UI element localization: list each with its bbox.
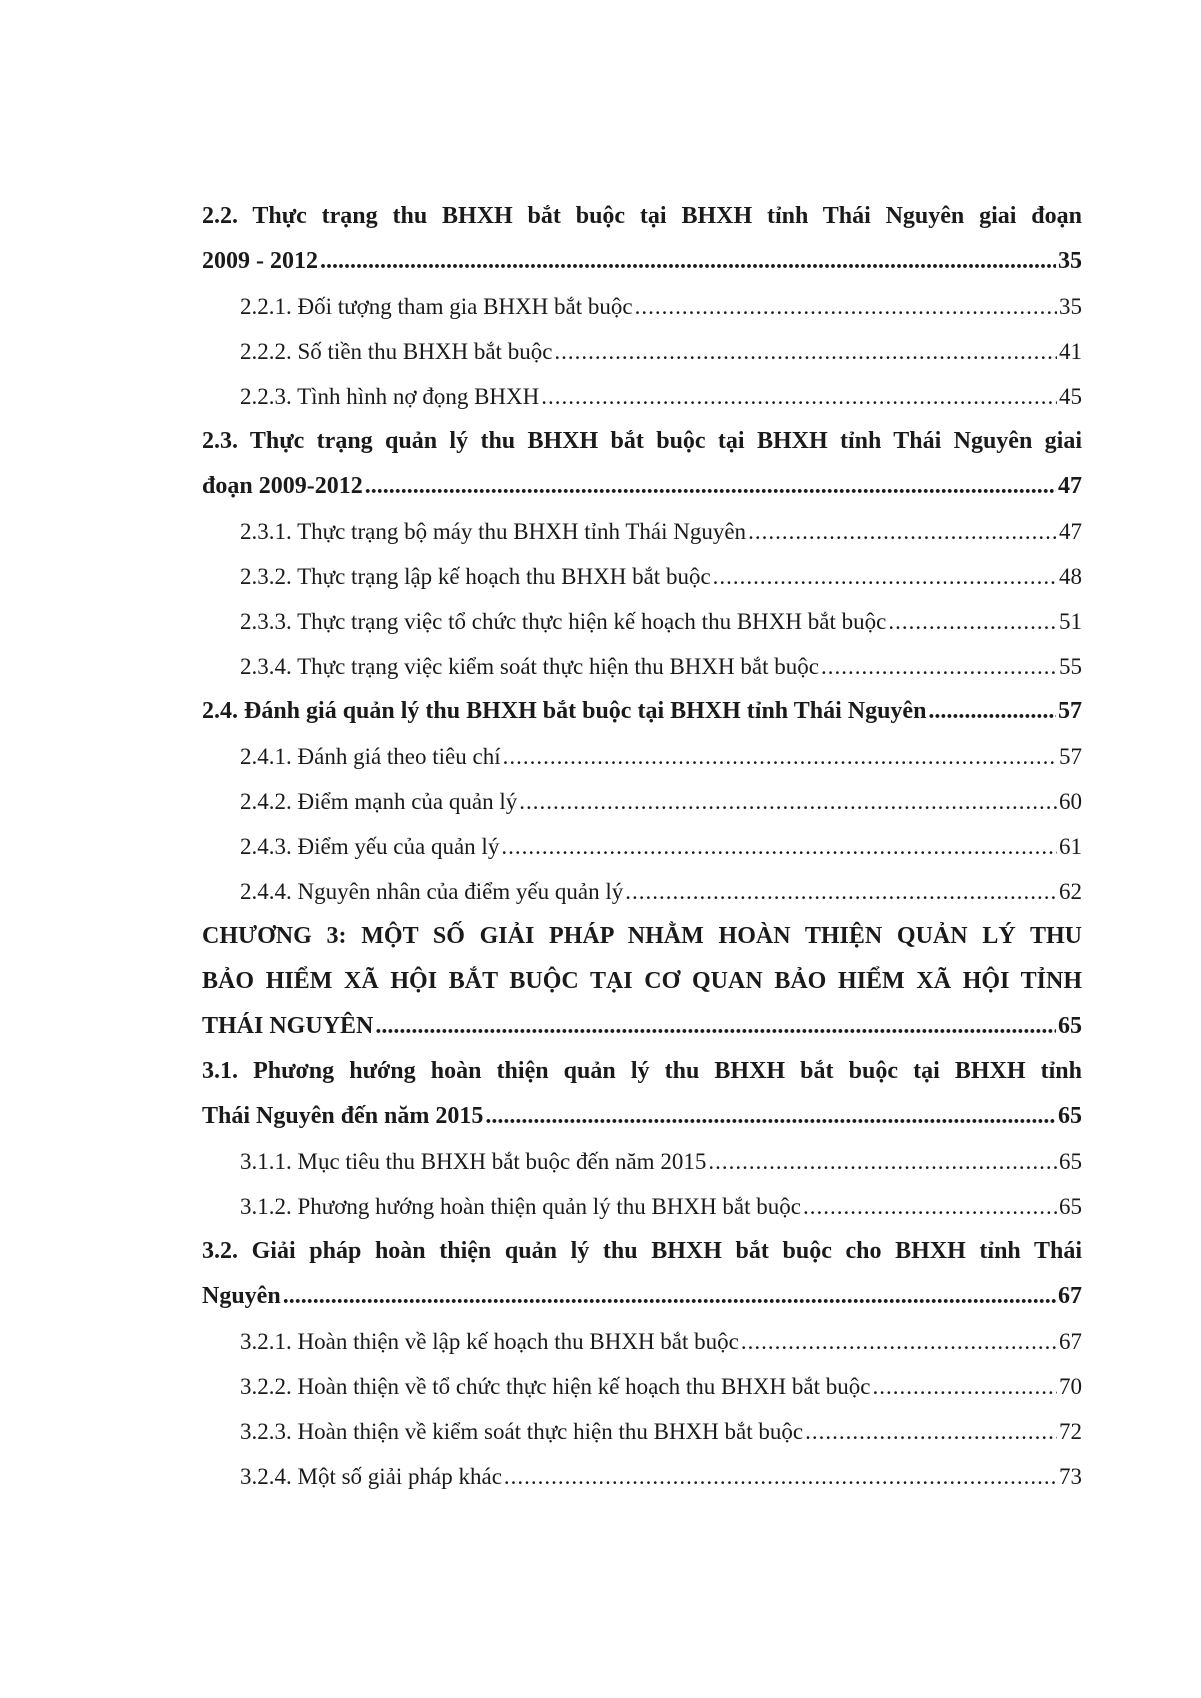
toc-entry-2-3-2[interactable] [202, 554, 1082, 599]
toc-dot-leader [365, 464, 1056, 509]
toc-entry-2-4-2[interactable] [202, 779, 1082, 824]
toc-heading-2-3[interactable] [202, 464, 1082, 509]
toc-heading-3-1[interactable] [202, 1094, 1082, 1139]
toc-entry-2-2-1[interactable] [202, 284, 1082, 329]
toc-entry-2-3-3[interactable] [202, 599, 1082, 644]
toc-entry-2-3-1[interactable] [202, 509, 1082, 554]
toc-page-number: 67 [1059, 1329, 1082, 1354]
toc-entry-3-2-3[interactable] [202, 1409, 1082, 1454]
toc-entry-text: 2.4.3. Điểm yếu của quản lý [240, 834, 500, 859]
toc-dot-leader [872, 1364, 1057, 1409]
toc-dot-leader [485, 1094, 1056, 1139]
toc-heading-2-3-line1[interactable]: 2.3. Thực trạng quản lý thu BHXH bắt buộc tại BHXH tỉnh Thái Nguyên giai [202, 428, 1082, 454]
toc-page-number: 41 [1059, 339, 1082, 364]
toc-entry-text: 2.3.1. Thực trạng bộ máy thu BHXH tỉnh Thái Nguyên [240, 519, 747, 544]
toc-heading-3-2[interactable] [202, 1274, 1082, 1319]
toc-heading-2-4[interactable] [202, 689, 1082, 734]
toc-page-number: 55 [1059, 654, 1082, 679]
toc-entry-2-2-3[interactable] [202, 374, 1082, 419]
toc-entry-text: 3.2.1. Hoàn thiện về lập kế hoạch thu BHXH bắt buộc [240, 1329, 739, 1354]
toc-chapter-3-line2[interactable]: BẢO HIỂM XÃ HỘI BẮT BUỘC TẠI CƠ QUAN BẢO HIỂM XÃ HỘI TỈNH [202, 968, 1082, 994]
toc-page-number: 60 [1059, 789, 1082, 814]
toc-dot-leader [625, 869, 1057, 914]
toc-entry-text: 2.4.4. Nguyên nhân của điểm yếu quản lý [240, 879, 624, 904]
toc-entry-2-4-3[interactable] [202, 824, 1082, 869]
toc-entry-text: 2.4.2. Điểm mạnh của quản lý [240, 789, 518, 814]
toc-entry-3-2-1[interactable] [202, 1319, 1082, 1364]
toc-heading-2-2[interactable] [202, 239, 1082, 284]
toc-entry-text: 2.3.4. Thực trạng việc kiểm soát thực hiện thu BHXH bắt buộc [240, 654, 819, 679]
toc-page-number: 65 [1058, 1103, 1082, 1129]
toc-page-number: 70 [1059, 1374, 1082, 1399]
toc-entry-2-3-4[interactable] [202, 644, 1082, 689]
toc-entry-text: 2.2.1. Đối tượng tham gia BHXH bắt buộc [240, 294, 633, 319]
toc-dot-leader [713, 554, 1057, 599]
toc-dot-leader [928, 689, 1056, 734]
toc-heading-text: Nguyên [202, 1283, 281, 1309]
toc-entry-2-2-2[interactable] [202, 329, 1082, 374]
toc-heading-text: 2009 - 2012 [202, 248, 318, 274]
toc-page-number: 35 [1058, 248, 1082, 274]
toc-dot-leader [504, 1454, 1057, 1499]
toc-page-number: 35 [1059, 294, 1082, 319]
toc-entry-text: 3.2.2. Hoàn thiện về tổ chức thực hiện kế hoạch thu BHXH bắt buộc [240, 1374, 871, 1399]
toc-entry-text: 3.1.2. Phương hướng hoàn thiện quản lý thu BHXH bắt buộc [240, 1194, 801, 1219]
toc-entry-2-4-1[interactable] [202, 734, 1082, 779]
toc-entry-2-4-4[interactable] [202, 869, 1082, 914]
toc-dot-leader [803, 1184, 1057, 1229]
toc-dot-leader [888, 599, 1057, 644]
toc-entry-3-2-4[interactable] [202, 1454, 1082, 1499]
toc-page-number: 61 [1059, 834, 1082, 859]
toc-chapter-3[interactable] [202, 1004, 1082, 1049]
toc-page-number: 57 [1058, 698, 1082, 724]
toc-page-number: 65 [1058, 1013, 1082, 1039]
toc-page-number: 47 [1058, 473, 1082, 499]
toc-page-number: 48 [1059, 564, 1082, 589]
toc-entry-text: 3.2.3. Hoàn thiện về kiểm soát thực hiện thu BHXH bắt buộc [240, 1419, 804, 1444]
toc-heading-text: THÁI NGUYÊN [202, 1013, 374, 1039]
toc-heading-text: đoạn 2009-2012 [202, 473, 363, 499]
toc-entry-3-1-1[interactable] [202, 1139, 1082, 1184]
toc-dot-leader [554, 329, 1057, 374]
toc-entry-3-2-2[interactable] [202, 1364, 1082, 1409]
toc-entry-text: 2.2.3. Tình hình nợ đọng BHXH [240, 384, 540, 409]
toc-page-number: 57 [1059, 744, 1082, 769]
toc-page-number: 65 [1059, 1149, 1082, 1174]
toc-entry-3-1-2[interactable] [202, 1184, 1082, 1229]
toc-entry-text: 2.2.2. Số tiền thu BHXH bắt buộc [240, 339, 553, 364]
toc-heading-2-2-line1[interactable]: 2.2. Thực trạng thu BHXH bắt buộc tại BHXH tỉnh Thái Nguyên giai đoạn [202, 203, 1082, 229]
toc-entry-text: 2.3.2. Thực trạng lập kế hoạch thu BHXH bắt buộc [240, 564, 711, 589]
toc-dot-leader [741, 1319, 1057, 1364]
toc-dot-leader [503, 734, 1057, 779]
toc-heading-text: 2.4. Đánh giá quản lý thu BHXH bắt buộc tại BHXH tỉnh Thái Nguyên [202, 698, 927, 724]
toc-heading-text: Thái Nguyên đến năm 2015 [202, 1103, 484, 1129]
toc-page-number: 62 [1059, 879, 1082, 904]
toc-dot-leader [541, 374, 1057, 419]
toc-dot-leader [805, 1409, 1057, 1454]
toc-page-number: 51 [1059, 609, 1082, 634]
toc-page-number: 65 [1059, 1194, 1082, 1219]
toc-page-number: 67 [1058, 1283, 1082, 1309]
table-of-contents [202, 194, 1082, 1499]
toc-dot-leader [519, 779, 1057, 824]
toc-entry-text: 3.1.1. Mục tiêu thu BHXH bắt buộc đến năm 2015 [240, 1149, 707, 1174]
toc-page-number: 73 [1059, 1464, 1082, 1489]
toc-heading-3-1-line1[interactable]: 3.1. Phương hướng hoàn thiện quản lý thu BHXH bắt buộc tại BHXH tỉnh [202, 1058, 1082, 1084]
toc-dot-leader [375, 1004, 1056, 1049]
toc-chapter-3-line1[interactable]: CHƯƠNG 3: MỘT SỐ GIẢI PHÁP NHẰM HOÀN THIỆN QUẢN LÝ THU [202, 923, 1082, 949]
toc-dot-leader [283, 1274, 1056, 1319]
toc-dot-leader [501, 824, 1057, 869]
toc-page-number: 45 [1059, 384, 1082, 409]
toc-entry-text: 3.2.4. Một số giải pháp khác [240, 1464, 502, 1489]
toc-dot-leader [320, 239, 1056, 284]
toc-page-number: 47 [1059, 519, 1082, 544]
toc-entry-text: 2.4.1. Đánh giá theo tiêu chí [240, 744, 501, 769]
toc-dot-leader [635, 284, 1057, 329]
toc-heading-3-2-line1[interactable]: 3.2. Giải pháp hoàn thiện quản lý thu BHXH bắt buộc cho BHXH tỉnh Thái [202, 1238, 1082, 1264]
toc-entry-text: 2.3.3. Thực trạng việc tổ chức thực hiện kế hoạch thu BHXH bắt buộc [240, 609, 887, 634]
toc-dot-leader [821, 644, 1057, 689]
toc-dot-leader [748, 509, 1057, 554]
toc-dot-leader [708, 1139, 1057, 1184]
toc-page-number: 72 [1059, 1419, 1082, 1444]
